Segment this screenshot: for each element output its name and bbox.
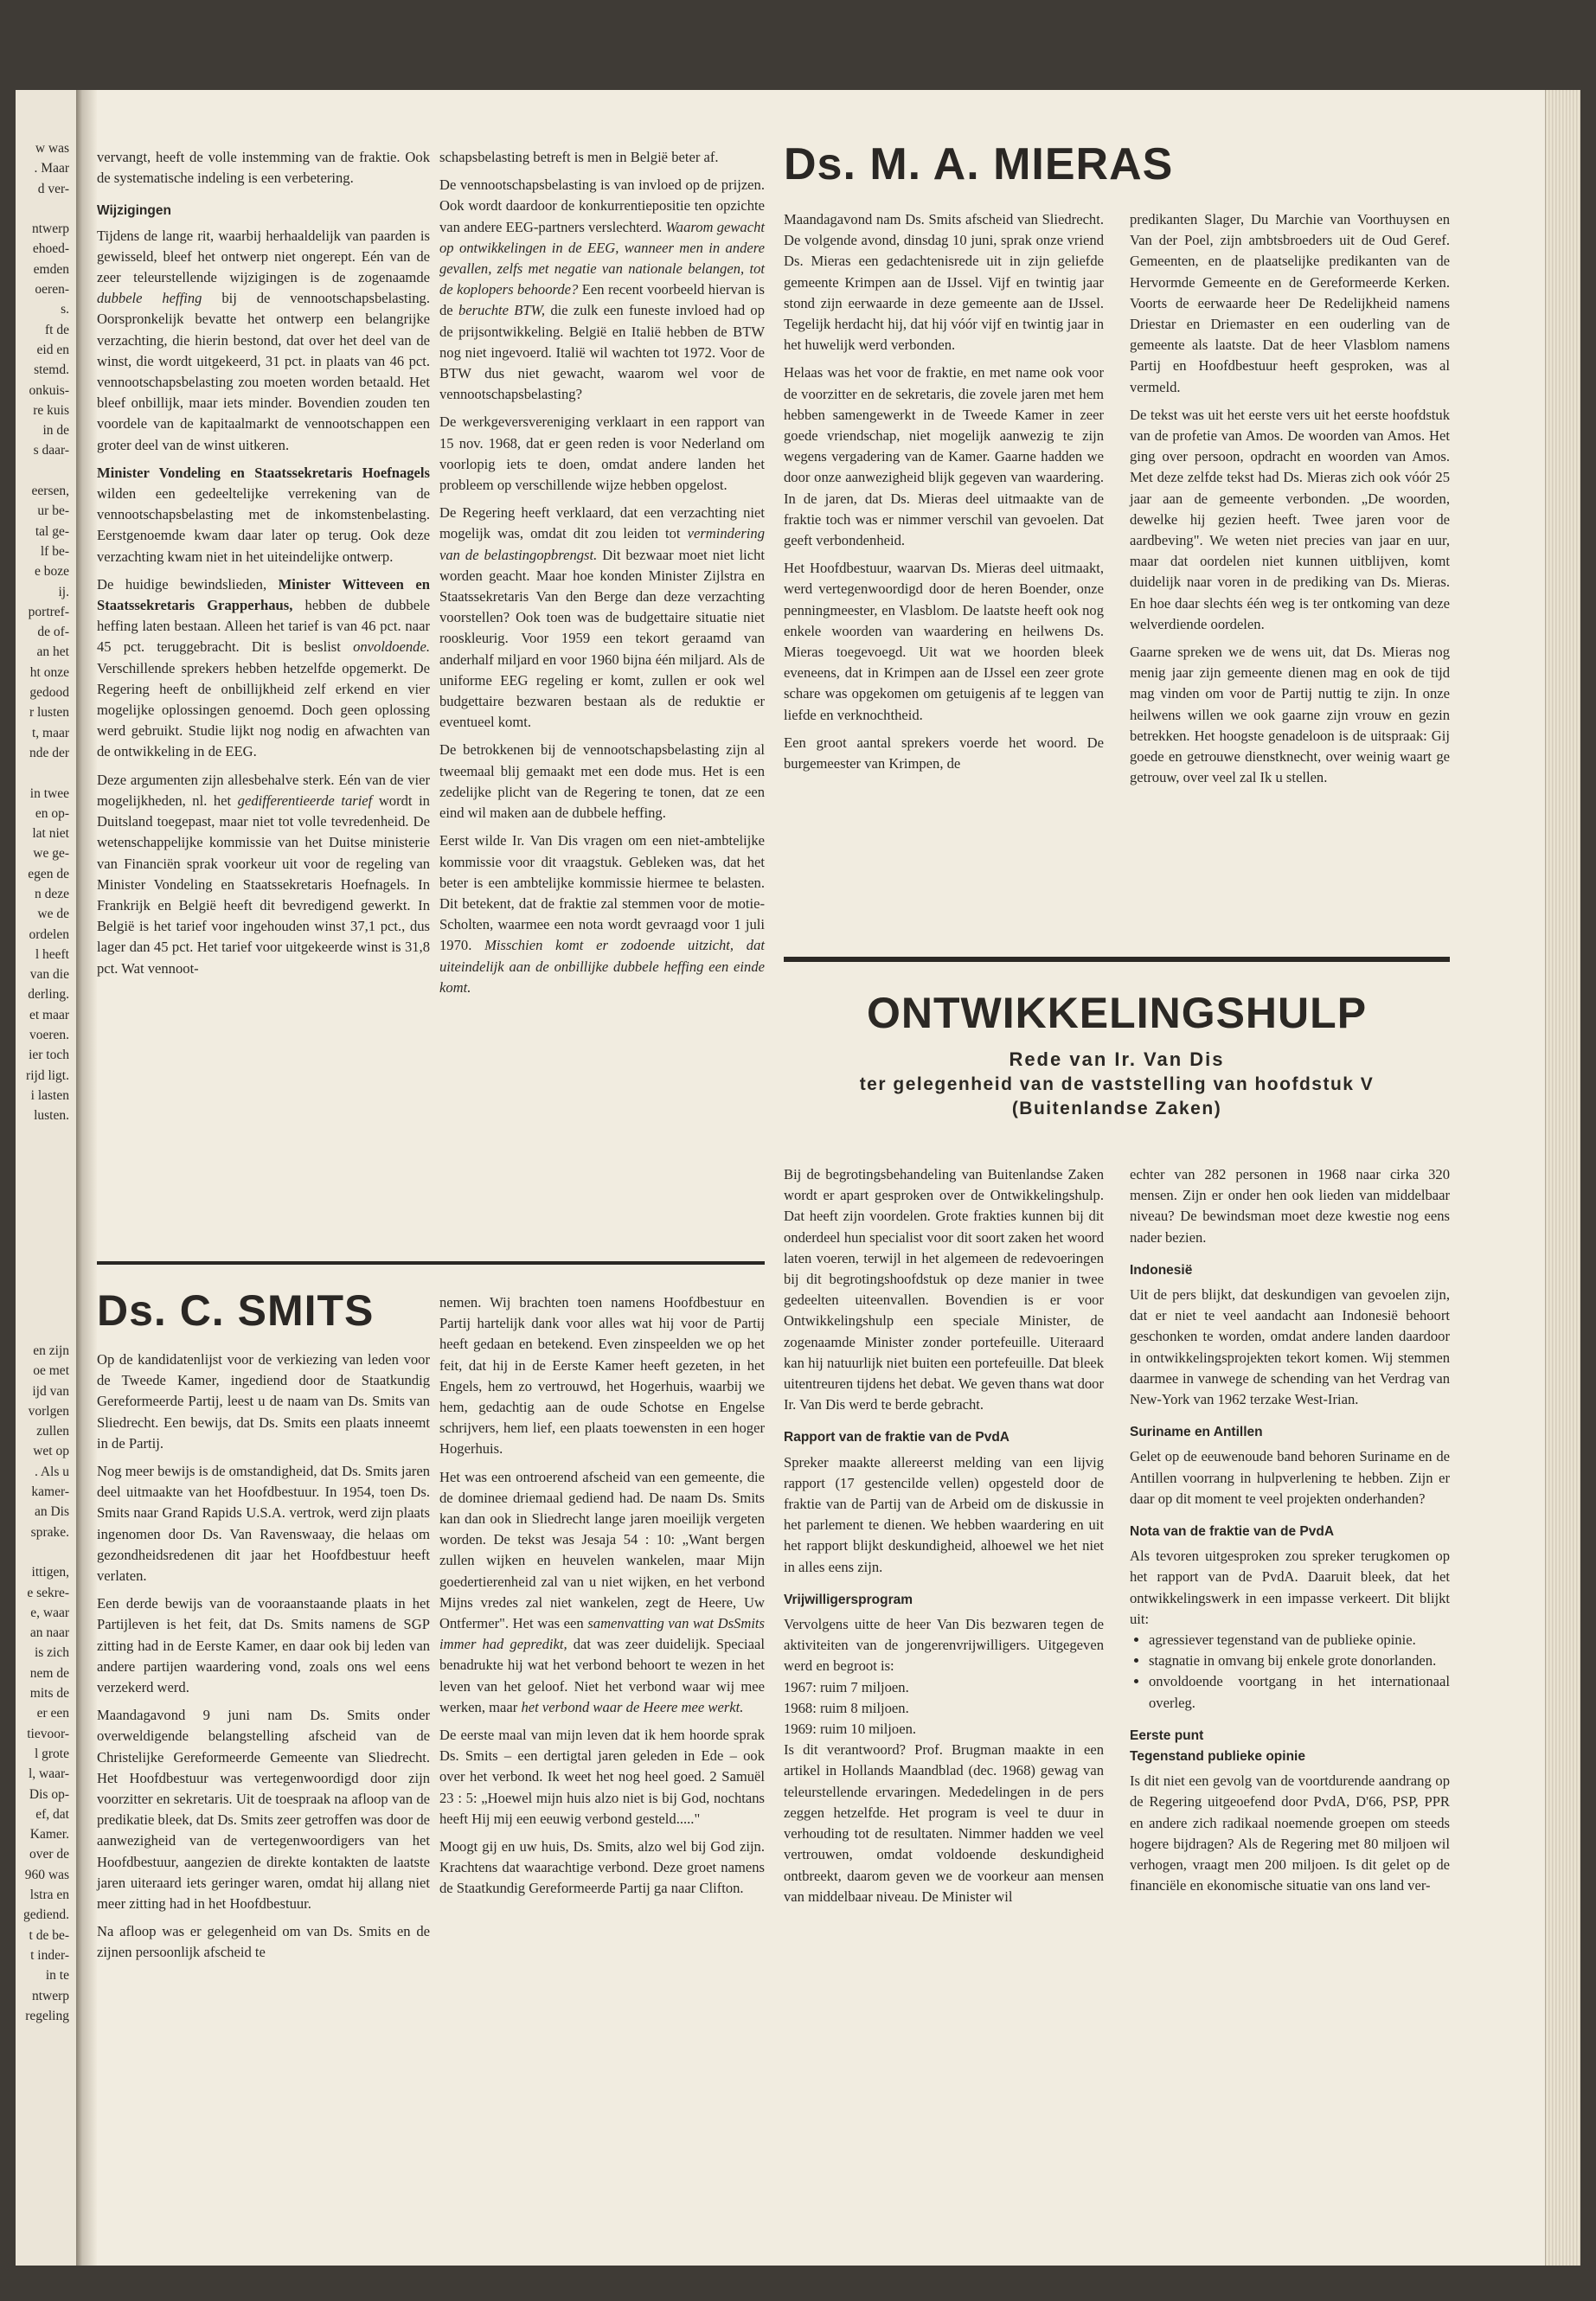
paragraph: De Regering heeft verklaard, dat een verzachting niet mogelijk was, omdat dit zou leiden tot vermindering van de belastingopbrengst. Dit bezwaar moet niet licht worden geacht. Maar hoe konden Minister Zijlstra en Staatssekretaris Van den Berge dan deze verzachting voorstellen? Ook toen was de budgettaire situatie niet rooskleurig. Voor 1959 een tekort geraamd van anderhalf miljard en voor 1960 bijna één miljard. Als de uniforme EEG regeling er komt, zullen er ook wel budgettaire bezwaren bestaan als de reduktie er eventueel komt. — [439, 504, 766, 731]
paragraph: De vennootschapsbelasting is van invloed op de prijzen. Ook wordt daardoor de konkurrentiepositie ten opzichte van andere EEG-partners verslechterd. Waarom gewacht op ontwikkelingen in de EEG, wanneer men in andere gevallen, zelfs met negatie van nationale belangen, tot de koplopers behoorde? Een recent voorbeeld hiervan is de beruchte BTW, die zulk een funeste invloed had op de prijsontwikkeling. België en Italië hebben de BTW nog niet ingevoerd. Italië wil wachten tot 1972. Voor de BTW dus niet gewacht, waarom wel voor de vennootschapsbelasting? — [439, 176, 766, 403]
bullet-list — [1130, 1630, 1450, 1714]
previous-page-line: ntwerp — [31, 1988, 69, 2003]
paragraph: Is dit verantwoord? Prof. Brugman maakte in een artikel in Hollands Maandblad (dec. 1968) gewag van teleurstellende ervaringen. Mededelingen in de pers zeggen hetzelfde. Het program is veel te duur in verhouding tot de resultaten. Nimmer hadden we veel vertrouwen, omdat voldoende deskundigheid ontbreekt, daarom geven we de voorkeur aan mensen van middelbaar niveau. De Minister wil — [784, 1741, 1104, 1905]
previous-page-line: . Als u — [34, 1464, 69, 1479]
previous-page-line: l, waar- — [28, 1766, 69, 1782]
previous-page-line: lstra en — [29, 1888, 69, 1903]
page-stack-edge — [1545, 90, 1580, 2266]
previous-page-line: over de — [29, 1847, 69, 1862]
paragraph: schapsbelasting betreft is men in België beter af. — [439, 149, 719, 165]
previous-page-edge — [16, 90, 78, 2266]
previous-page-line: is zich — [34, 1645, 69, 1661]
previous-page-line: ehoed- — [32, 241, 69, 257]
previous-page-line: Dis op- — [29, 1786, 69, 1802]
ontwikkelingshulp-column-2 — [1130, 1164, 1450, 1904]
previous-page-line: gediend. — [23, 1907, 69, 1923]
paragraph: Uit de pers blijkt, dat deskundigen van gevoelen zijn, dat er niet te veel aandacht aan Indonesië behoort geschonken te worden, omdat andere landen daardoor in ontwikkelingsprojekten tekort komen. Wij stemmen daarmee in vanwege de schending van het Verdrag van New-York van 1962 terzake West-Irian. — [1130, 1286, 1450, 1408]
previous-page-line: an naar — [29, 1625, 69, 1641]
paragraph: Op de kandidatenlijst voor de verkiezing van leden voor de Tweede Kamer, ingediend door de Staatkundig Gereformeerde Partij, leest u de naam van Ds. Smits van Sliedrecht. Een bewijs, dat Ds. Smits een plaats inneemt in de Partij. — [97, 1351, 430, 1452]
previous-page-line: ordelen — [29, 926, 69, 942]
paragraph: Bij de begrotingsbehandeling van Buitenlandse Zaken wordt er apart gesproken over de Ontwikkelingshulp. Dat heeft zijn voordelen. Grote frakties kunnen bij dit onderdeel hun specialist voor dit soort zaken het woord laten voeren, terwijl in het algemeen de redevoeringen bij dit begrotingshoofdstuk op deze manier in twee gedeelten uiteenvallen. Bovendien is er voor Ontwikkelingshulp een speciale Minister, de zogenaamde Minister zonder portefeuille. Uiteraard kan hij natuurlijk niet buiten een portefeuille. Dat bleek uitentreuren tijdens het debat. We geven thans wat door Ir. Van Dis werd te berde gebracht. — [784, 1166, 1104, 1413]
paragraph: Een derde bewijs van de vooraanstaande plaats in het Partijleven is het feit, dat Ds. Smits namens de SGP zitting had in de Eerste Kamer, en daar ook bij leden van andere partijen waardering vond, zoals ons wel eens verzekerd werd. — [97, 1595, 430, 1696]
previous-page-line: ijd van — [32, 1383, 69, 1399]
previous-page-text-bottom — [16, 1341, 74, 2026]
previous-page-line: mits de — [29, 1686, 69, 1702]
smits-column-2 — [439, 1292, 765, 1907]
ontwikkelingshulp-title: ONTWIKKELINGSHULP — [866, 989, 1368, 1037]
paragraph: De tekst was uit het eerste vers uit het eerste hoofdstuk van de profetie van Amos. De woorden van Amos. Het ging over persoon, opdracht en woorden van Amos. Met deze zelfde tekst had Ds. Mieras zich ook vóór 25 jaar aan de gemeente verbonden. „De woorden, dewelke hij gezien heeft. Twee jaren voor de aardbeving". We weten niet precies van jaar en uur, maar dat oordelen niet kunnen uitblijven, komt duidelijk naar voren in de prediking van Ds. Mieras. En hoe daar slechts één weg is ter ontkoming van deze welverdiende oordelen. — [1130, 406, 1450, 632]
previous-page-line: r lusten — [29, 705, 69, 721]
paragraph: predikanten Slager, Du Marchie van Voorthuysen en Van der Poel, zijn ambtsbroeders uit de Oud Geref. Gemeenten, en de plaatselijke predikanten van de Hervormde Gemeente en de Gereformeerde Kerken. Voorts de eerwaarde heer De Redelijkheid namens Driestar en Driemaster en een ouderling van de gemeente als laatste. Dat de heer Vlasblom namens Partij en Hoofdbestuur heeft gesproken, was al vermeld. — [1130, 211, 1450, 395]
previous-page-line: zullen — [36, 1424, 69, 1439]
previous-page-line: regeling — [25, 2008, 69, 2023]
previous-page-line: . Maar — [34, 161, 69, 176]
previous-page-line: re kuis — [33, 402, 69, 418]
previous-page-line: in de — [42, 423, 69, 439]
previous-page-line: lusten. — [34, 1108, 69, 1124]
paragraph: vervangt, heeft de volle instemming van de fraktie. Ook de systematische indeling is een verbetering. — [97, 149, 430, 187]
previous-page-line: ur be- — [37, 503, 69, 519]
previous-page-line: in te — [45, 1968, 69, 1984]
paragraph: Gelet op de eeuwenoude band behoren Suriname en de Antillen voorrang in hulpverlening te hebben. Zijn er daar op dit moment te veel projekten onderhanden? — [1130, 1448, 1450, 1507]
paragraph: De werkgeversvereniging verklaart in een rapport van 15 nov. 1968, dat er geen reden is voor Nederland om voorlopig iets te doen, omdat andere landen het probleem op verschillende wijze hebben opgelost. — [439, 413, 765, 494]
previous-page-line: er een — [36, 1706, 69, 1721]
previous-page-line: stemd. — [34, 362, 69, 378]
previous-page-line: ij. — [58, 584, 69, 599]
paragraph: De huidige bewindslieden, Minister Witteveen en Staatssekretaris Grapperhaus, hebben de dubbele heffing laten bestaan. Alleen het tarief is van 46 pct. naar 45 pct. teruggebracht. Dit is beslist onvoldoende. Verschillende sprekers hebben hetzelfde opgemerkt. De Regering heeft de onbillijkheid zelf erkend en vier mogelijke oplossingen genoemd. Doch geen oplossing werd gebruikt. Studie lijkt nog nodig en afwachten van de ontwikkeling in de EEG. — [97, 575, 430, 760]
previous-page-line: ier toch — [29, 1048, 69, 1063]
ontwikkelingshulp-header — [784, 986, 1450, 1121]
smits-title: Ds. C. SMITS — [97, 1286, 375, 1335]
section-subheading: Tegenstand publieke opinie — [1130, 1749, 1305, 1765]
article-column-2 — [439, 147, 765, 1005]
list-item: • agressiever tegenstand van de publieke opinie. — [1149, 1630, 1450, 1650]
previous-page-line: eersen, — [31, 484, 69, 499]
previous-page-line: derling. — [28, 987, 69, 1003]
paragraph: Spreker maakte allereerst melding van een lijvig rapport (17 gestencilde vellen) opgesteld door de fraktie van de Partij van de Arbeid om de diskussie in het parlement te dienen. We hebben waardering en uit het rapport blijkt deskundigheid, alhoewel we het niet in alles eens zijn. — [784, 1453, 1104, 1575]
paragraph: Moogt gij en uw huis, Ds. Smits, alzo wel bij God zijn. Krachtens dat waarachtige verbond. Deze groet namens de Staatkundig Gereformeerde Partij ga naar Clifton. — [439, 1838, 765, 1897]
previous-page-line: ft de — [45, 322, 69, 337]
paragraph: Is dit niet een gevolg van de voortdurende aandrang op de Regering uitgeoefend door PvdA, D'66, PSP, PPR en andere zich radikaal noemende groepen om steeds hogere bijdragen? Als de Regering met 80 miljoen wil verhogen, vraagt men 200 miljoen. Is dit gelet op de financiële en ekonomische situatie van ons land ver- — [1130, 1772, 1450, 1894]
paragraph: Eerst wilde Ir. Van Dis vragen om een niet-ambtelijke kommissie voor dit vraagstuk. Gebleken was, dat het beter is een ambtelijke kommissie hiermee te belasten. Dit betekent, dat de fraktie zal stemmen voor de motie-Scholten, waarmee een nota wordt gevraagd voor 1 juli 1970. Misschien komt er zodoende uitzicht, dat uiteindelijk aan de onbillijke dubbele heffing een einde komt. — [439, 832, 765, 996]
mieras-title: Ds. M. A. MIERAS — [784, 139, 1174, 189]
paragraph: Als tevoren uitgesproken zou spreker terugkomen op het rapport van de PvdA. Daaruit bleek, dat het ontwikkelingswerk in een impasse verkeert. Dit blijkt uit: — [1130, 1548, 1450, 1627]
previous-page-text-top — [16, 138, 74, 1126]
previous-page-line: ntwerp — [31, 221, 69, 237]
previous-page-line: tievoor- — [27, 1726, 69, 1741]
previous-page-line — [16, 461, 74, 481]
previous-page-line: en op- — [35, 805, 69, 821]
mieras-column-1 — [784, 209, 1104, 781]
previous-page-line: s. — [61, 302, 69, 317]
smits-column-1 — [97, 1349, 430, 1971]
section-divider — [784, 957, 1450, 962]
previous-page-line: nem de — [29, 1665, 69, 1681]
section-heading: Suriname en Antillen — [1130, 1425, 1263, 1440]
previous-page-line: ht onze — [29, 664, 69, 680]
previous-page-line: et maar — [29, 1007, 69, 1022]
previous-page-line: an het — [36, 644, 69, 660]
previous-page-line: oe met — [33, 1363, 69, 1379]
previous-page-line: d ver- — [37, 181, 69, 196]
previous-page-line: tal ge- — [35, 523, 69, 539]
previous-page-line: voeren. — [29, 1028, 69, 1043]
paragraph: nemen. Wij brachten toen namens Hoofdbestuur en Partij hartelijk dank voor alles wat hij voor de Partij heeft gedaan en betekend. Even zinspeelden we op het feit, dat hij in de Eerste Kamer heeft gezeten, in het Engels, hem zo vertrouwd, het Hogerhuis, waarbij we hem, gedachtig aan de oude Schotse en Engelse schrijvers, hem lief, een plaats toewensten in een hoger Hogerhuis. — [439, 1294, 765, 1458]
previous-page-line: en zijn — [33, 1343, 69, 1358]
previous-page-line: rijd ligt. — [26, 1067, 69, 1083]
previous-page-line: lf be- — [40, 543, 69, 559]
paragraph: De betrokkenen bij de vennootschapsbelasting zijn al tweemaal blij gemaakt met een dode mus. Het is een zedelijke plicht van de Regering te tonen, dat ze een eind wil maken aan de dubbele heffing. — [439, 741, 765, 822]
previous-page-line: ef, dat — [35, 1806, 69, 1822]
paragraph: Vervolgens uitte de heer Van Dis bezwaren tegen de aktiviteiten van de jongerenvrijwilligers. Uitgegeven werd en begroot is: — [784, 1616, 1104, 1675]
budget-line: 1968: ruim 8 miljoen. — [784, 1699, 909, 1716]
previous-page-line: l grote — [34, 1746, 69, 1761]
mieras-column-2 — [1130, 209, 1450, 795]
paragraph: Het was een ontroerend afscheid van een gemeente, die de dominee driemaal gediend had. De naam Ds. Smits kan dan ook in Sliedrecht lange jaren moeilijk vergeten worden. De tekst was Jesaja 54 : 10: „Want bergen zullen wijken en heuvelen wankelen, maar Mijn goedertierenheid zal van u niet wijken, en het verbond Mijns vredes zal niet wankelen, zegt de Heere, Uw Ontfermer". Het was een samenvatting van wat DsSmits immer had gepredikt, dat was zeer duidelijk. Speciaal benadrukte hij wat het verbond behoort te wezen in het leven van het geloof. Niet het verbond waar wij mee werken, maar het verbond waar de Heere mee werkt. — [439, 1468, 765, 1715]
previous-page-line: w was — [35, 141, 69, 156]
paragraph: De eerste maal van mijn leven dat ik hem hoorde sprak Ds. Smits – een dertigtal jaren geleden in Ede – ook over het verbond. Ik weet het nog heel goed. 2 Samuël 23 : 5: „Hoewel mijn huis alzo niet is bij God, nochtans heeft Hij mij een eeuwig verbond gesteld....." — [439, 1727, 765, 1827]
previous-page-line: t inder- — [30, 1947, 69, 1963]
previous-page-line: gedood — [29, 685, 69, 701]
section-divider — [97, 1261, 765, 1265]
section-heading: Eerste punt — [1130, 1727, 1204, 1743]
paragraph: Gaarne spreken we de wens uit, dat Ds. Mieras nog menig jaar zijn gemeente dienen mag en ook de tijd mag vinden om voor de Partij nuttig te zijn. In onze heilwens willen we ook gaarne zijn vrouw en gezin betrekken. Het hoogste genadeloon is de uitspraak: Gij goede en getrouwe dienstknecht, over weinig waart ge getrouw, over veel zal Ik u stellen. — [1130, 644, 1450, 786]
previous-page-line: in twee — [29, 785, 69, 801]
previous-page-line: onkuis- — [29, 382, 69, 398]
previous-page-line: nde der — [29, 745, 69, 760]
section-heading: Vrijwilligersprogram — [784, 1592, 913, 1607]
article-column-1 — [97, 147, 430, 986]
previous-page-line: wet op — [33, 1444, 69, 1459]
paragraph: Maandagavond nam Ds. Smits afscheid van Sliedrecht. De volgende avond, dinsdag 10 juni, sprak onze vriend Ds. Mieras een gedachtenisrede uit in zijn geliefde gemeente Krimpen aan de IJssel. Vijf en twintig jaar stond zijn eerwaarde in deze gemeente aan de IJssel. Tegelijk herdacht hij, dat hij vóór vijf en twintig jaar in het huwelijk werd verbonden. — [784, 211, 1104, 354]
paragraph: Minister Vondeling en Staatssekretaris Hoefnagels wilden een gedeeltelijke verrekening van de vennootschapsbelasting met de inkomstenbelasting. Eerstgenoemde kwam daar later op terug. Ook deze verzachting kwam niet in het uiteindelijke ontwerp. — [97, 464, 430, 565]
previous-page-line: i lasten — [30, 1087, 69, 1103]
speech-chapter: (Buitenlandse Zaken) — [1011, 1099, 1222, 1118]
previous-page-line: s daar- — [33, 443, 69, 458]
list-item: • stagnatie in omvang bij enkele grote donorlanden. — [1149, 1650, 1450, 1671]
previous-page-line: an Dis — [34, 1504, 69, 1520]
speech-subtitle: Rede van Ir. Van Dis — [1009, 1048, 1225, 1070]
previous-page-line: we ge- — [33, 846, 69, 862]
previous-page-line: van die — [29, 967, 69, 983]
list-item: • onvoldoende voortgang in het internationaal overleg. — [1149, 1671, 1450, 1713]
previous-page-line: we de — [37, 907, 69, 922]
speech-occasion: ter gelegenheid van de vaststelling van hoofdstuk V — [859, 1074, 1375, 1094]
section-heading: Indonesië — [1130, 1262, 1193, 1278]
section-heading: Wijzigingen — [97, 203, 171, 219]
previous-page-line: Kamer. — [29, 1827, 69, 1843]
paragraph: Nog meer bewijs is de omstandigheid, dat Ds. Smits jaren deel uitmaakte van het Hoofdbestuur. In 1954, toen Ds. Smits naar Grand Rapids U.S.A. vertrok, werd zijn plaats ingenomen door Ds. Van Ravenswaay, die helaas om gezondheidsredenen dit jaar het Hoofdbestuur heeft verlaten. — [97, 1463, 430, 1585]
paragraph: Deze argumenten zijn allesbehalve sterk. Eén van de vier mogelijkheden, nl. het gedifferentieerde tarief wordt in Duitsland toegepast, maar niet tot volle tevredenheid. De wetenschappelijke kommissie van het Duitse ministerie van Financiën sprak voorkeur uit voor de regeling van Minister Vondeling en Staatssekretaris Hoefnagels. In Frankrijk en België heeft dit bevredigend gewerkt. In België is het tarief voor ingehouden winst 37,1 pct., dus lager dan 45 pct. Het tarief voor uitgekeerde winst is 31,8 pct. Wat vennoot- — [97, 771, 430, 977]
previous-page-line: sprake. — [30, 1524, 69, 1540]
previous-page-line: t, maar — [31, 725, 69, 740]
previous-page-line: vorlgen — [28, 1403, 69, 1419]
ontwikkelingshulp-column-1 — [784, 1164, 1104, 1914]
previous-page-line: emden — [33, 261, 69, 277]
previous-page-line — [16, 199, 74, 219]
previous-page-line: l heeft — [35, 946, 69, 962]
previous-page-line: t de be- — [29, 1927, 69, 1943]
previous-page-line: 960 was — [24, 1867, 69, 1882]
previous-page-line: n deze — [34, 886, 69, 901]
previous-page-line: oeren- — [35, 282, 69, 298]
previous-page-line: egen de — [28, 866, 69, 881]
previous-page-line: de of- — [37, 625, 69, 640]
previous-page-line: e sekre- — [27, 1585, 69, 1600]
paragraph: Het Hoofdbestuur, waarvan Ds. Mieras deel uitmaakt, werd vertegenwoordigd door de heren Boender, onze penningmeester, en Vlasblom. De laatste heeft ook nog enkele woorden van waardering en heilwens Ds. Mieras toegevoegd. Uit wat we hoorden bleek eveneens, dat in Krimpen aan de IJssel een zeer grote schare was opgekomen om getuigenis af te leggen van liefde en verknochtheid. — [784, 560, 1104, 723]
previous-page-line: portref- — [28, 604, 69, 619]
paragraph: Een groot aantal sprekers voerde het woord. De burgemeester van Krimpen, de — [784, 734, 1104, 772]
binding-gutter — [76, 90, 97, 2266]
paragraph: Helaas was het voor de fraktie, en met name ook voor de voorzitter en de sekretaris, die zovele jaren met hem hebben samengewerkt in de Tweede Kamer in zeer goede vriendschap, niet mogelijk aanwezig te zijn wegens vergadering van de Kamer. Gaarne hadden we door onze aanwezigheid blijk gegeven van waardering. In de jaren, dat Ds. Mieras deel uitmaakte van de fraktie toch was er nimmer verschil van gevoelen. Dat geeft verbondenheid. — [784, 364, 1104, 549]
budget-line: 1969: ruim 10 miljoen. — [784, 1721, 917, 1738]
paragraph: echter van 282 personen in 1968 naar cirka 320 mensen. Zijn er onder hen ook lieden van middelbaar niveau? De bewindsman moet deze kwestie nog eens nader bezien. — [1130, 1166, 1450, 1246]
previous-page-line: ittigen, — [31, 1565, 69, 1580]
paragraph: Tijdens de lange rit, waarbij herhaaldelijk van paarden is gewisseld, bleef het ontwerp niet ongerept. Eén van de zeer teleurstellende wijzigingen is de zogenaamde dubbele heffing bij de vennootschapsbelasting. Oorspronkelijk bevatte het ontwerp een belangrijke verzachting, die hierin bestond, dat over het deel van de winst, die wordt uitgekeerd, 31 pct. in plaats van 46 pct. vennootschapsbelasting zou moeten worden betaald. Het bleef onbillijk, maar iets minder. Bovendien zouden ten voordele van de kapitaalmarkt de vennootschappen een groter deel van de winst uitkeren. — [97, 227, 430, 453]
previous-page-line: lat niet — [32, 826, 69, 842]
section-heading: Nota van de fraktie van de PvdA — [1130, 1524, 1335, 1540]
paragraph: Maandagavond 9 juni nam Ds. Smits onder overweldigende belangstelling afscheid van de Christelijke Gereformeerde Gemeente van Sliedrecht. Het Hoofdbestuur was vertegenwoordigd door zijn voorzitter en sekretaris. Uit de toespraak na afloop van de predikatie bleek, dat Ds. Smits zeer getroffen was door de aanwezigheid van de vertegenwoordigers van het Hoofdbestuur, aangezien de direkte kontakten de laatste jaren uiteraard iets geringer waren, omdat hij allang niet meer zitting had in het Hoofdbestuur. — [97, 1707, 430, 1913]
section-heading: Rapport van de fraktie van de PvdA — [784, 1430, 1010, 1445]
previous-page-line — [16, 763, 74, 783]
paragraph: Na afloop was er gelegenheid om van Ds. Smits en de zijnen persoonlijk afscheid te — [97, 1923, 430, 1961]
previous-page-line: e, waar — [30, 1605, 69, 1620]
previous-page-line: kamer- — [31, 1484, 69, 1500]
budget-line: 1967: ruim 7 miljoen. — [784, 1678, 909, 1695]
previous-page-line: eid en — [36, 342, 69, 357]
previous-page-line — [16, 1542, 74, 1562]
previous-page-line: e boze — [34, 564, 69, 580]
